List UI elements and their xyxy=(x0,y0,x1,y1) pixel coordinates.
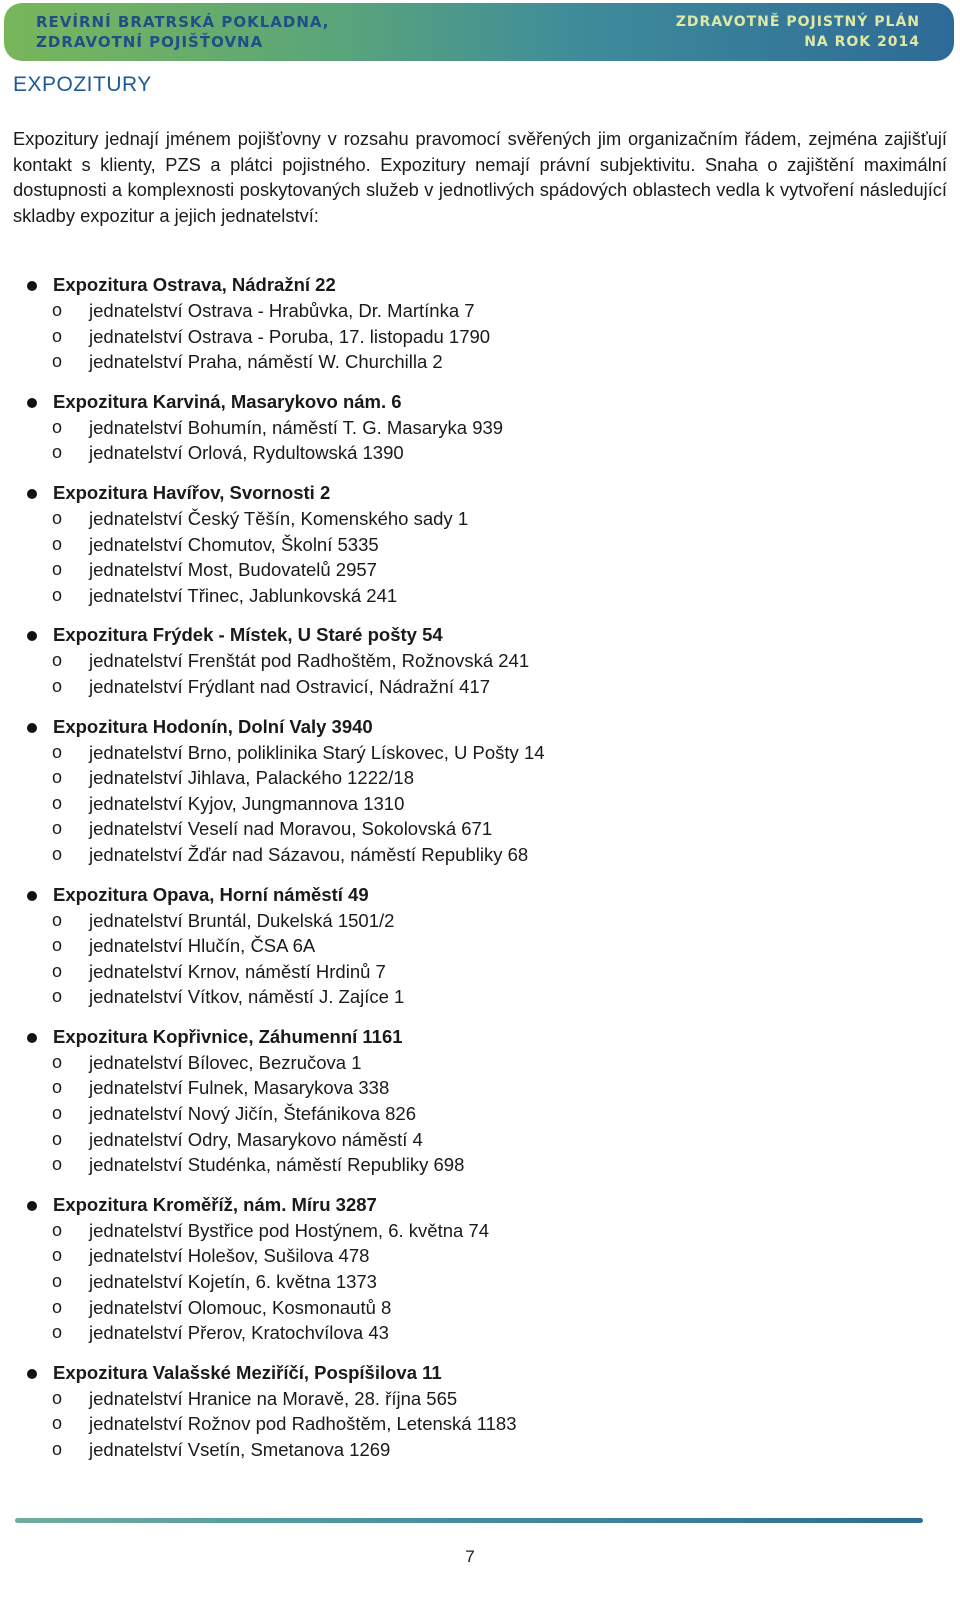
jednatelstvi-item xyxy=(0,1320,960,1346)
jednatelstvi-item xyxy=(0,1295,960,1321)
sub-bullet-icon: o xyxy=(52,351,63,372)
jednatelstvi-item xyxy=(0,1269,960,1295)
jednatelstvi-item xyxy=(0,740,960,766)
jednatelstvi-text: jednatelství Fulnek, Masarykova 338 xyxy=(89,1077,390,1099)
jednatelstvi-item xyxy=(0,298,960,324)
jednatelstvi-text: jednatelství Bystřice pod Hostýnem, 6. května 74 xyxy=(89,1219,490,1241)
jednatelstvi-text: jednatelství Praha, náměstí W. Churchilla 2 xyxy=(89,351,443,373)
sub-bullet-icon: o xyxy=(52,1219,63,1240)
sub-bullet-icon: o xyxy=(52,1103,63,1124)
sub-bullet-icon: o xyxy=(52,909,63,930)
jednatelstvi-text: jednatelství Jihlava, Palackého 1222/18 xyxy=(89,767,414,789)
sub-bullet-icon: o xyxy=(52,1413,63,1434)
jednatelstvi-text: jednatelství Hlučín, ČSA 6A xyxy=(89,935,316,957)
expozitura-group xyxy=(0,480,960,608)
jednatelstvi-item xyxy=(0,908,960,934)
jednatelstvi-text: jednatelství Orlová, Rydultowská 1390 xyxy=(89,442,404,464)
sub-bullet-icon: o xyxy=(52,1322,63,1343)
bullet-icon xyxy=(27,281,37,291)
header-document-title xyxy=(676,12,920,52)
jednatelstvi-text: jednatelství Most, Budovatelů 2957 xyxy=(89,559,377,581)
jednatelstvi-item xyxy=(0,440,960,466)
jednatelstvi-item xyxy=(0,1101,960,1127)
jednatelstvi-item xyxy=(0,1386,960,1412)
sub-bullet-icon: o xyxy=(52,325,63,346)
jednatelstvi-item xyxy=(0,1437,960,1463)
sub-bullet-icon: o xyxy=(52,650,63,671)
expozitura-title: Expozitura Havířov, Svornosti 2 xyxy=(53,481,331,503)
sub-bullet-icon: o xyxy=(52,559,63,580)
expozitura-title: Expozitura Opava, Horní náměstí 49 xyxy=(53,883,369,905)
jednatelstvi-item xyxy=(0,674,960,700)
sub-bullet-icon: o xyxy=(52,792,63,813)
sub-bullet-icon: o xyxy=(52,300,63,320)
sub-bullet-icon: o xyxy=(52,843,63,864)
expozitura-heading xyxy=(0,1360,960,1386)
jednatelstvi-item xyxy=(0,1152,960,1178)
bullet-icon xyxy=(27,631,37,641)
expozitura-group xyxy=(0,882,960,1010)
jednatelstvi-item xyxy=(0,415,960,441)
sub-bullet-icon: o xyxy=(52,1128,63,1149)
jednatelstvi-text: jednatelství Hranice na Moravě, 28. října 565 xyxy=(89,1387,458,1409)
expozitura-heading xyxy=(0,272,960,298)
expozitura-group xyxy=(0,1192,960,1346)
jednatelstvi-text: jednatelství Studénka, náměstí Republiky 698 xyxy=(89,1154,465,1176)
bullet-icon xyxy=(27,891,37,901)
jednatelstvi-item xyxy=(0,532,960,558)
jednatelstvi-item xyxy=(0,984,960,1010)
sub-bullet-icon: o xyxy=(52,767,63,788)
header-doc-line2: NA ROK 2014 xyxy=(804,34,920,50)
header-org-line1: REVÍRNÍ BRATRSKÁ POKLADNA, xyxy=(36,13,330,31)
expozitura-title: Expozitura Hodonín, Dolní Valy 3940 xyxy=(53,715,373,737)
header-organization xyxy=(36,12,330,52)
sub-bullet-icon: o xyxy=(52,1296,63,1317)
jednatelstvi-text: jednatelství Kojetín, 6. května 1373 xyxy=(89,1271,377,1293)
jednatelstvi-item xyxy=(0,765,960,791)
jednatelstvi-text: jednatelství Kyjov, Jungmannova 1310 xyxy=(89,792,405,814)
jednatelstvi-text: jednatelství Ostrava - Poruba, 17. listopadu 1790 xyxy=(89,325,491,347)
jednatelstvi-item xyxy=(0,842,960,868)
sub-bullet-icon: o xyxy=(52,741,63,762)
jednatelstvi-text: jednatelství Rožnov pod Radhoštěm, Letenská 1183 xyxy=(89,1413,517,1435)
bullet-icon xyxy=(27,489,37,499)
jednatelstvi-text: jednatelství Chomutov, Školní 5335 xyxy=(89,533,379,555)
expozitura-title: Expozitura Kroměříž, nám. Míru 3287 xyxy=(53,1193,377,1215)
sub-bullet-icon: o xyxy=(52,1439,63,1459)
jednatelstvi-item xyxy=(0,349,960,375)
bullet-icon xyxy=(27,398,37,408)
jednatelstvi-text: jednatelství Frýdlant nad Ostravicí, Nádražní 417 xyxy=(89,675,491,697)
bullet-icon xyxy=(27,1369,37,1379)
sub-bullet-icon: o xyxy=(52,1051,63,1072)
header-doc-line1: ZDRAVOTNĚ POJISTNÝ PLÁN xyxy=(675,14,920,30)
jednatelstvi-item xyxy=(0,959,960,985)
expozitura-heading xyxy=(0,480,960,506)
bullet-icon xyxy=(27,1033,37,1043)
jednatelstvi-text: jednatelství Žďár nad Sázavou, náměstí Republiky 68 xyxy=(89,843,529,865)
expozitura-heading xyxy=(0,714,960,740)
expozitura-heading xyxy=(0,882,960,908)
expozitura-title: Expozitura Kopřivnice, Záhumenní 1161 xyxy=(53,1025,403,1047)
jednatelstvi-text: jednatelství Krnov, náměstí Hrdinů 7 xyxy=(89,960,386,982)
jednatelstvi-text: jednatelství Vsetín, Smetanova 1269 xyxy=(89,1439,391,1460)
sub-bullet-icon: o xyxy=(52,1154,63,1175)
jednatelstvi-item xyxy=(0,1218,960,1244)
sub-bullet-icon: o xyxy=(52,1387,63,1408)
expozitura-group xyxy=(0,1024,960,1178)
section-title: EXPOZITURY xyxy=(13,73,152,96)
jednatelstvi-text: jednatelství Frenštát pod Radhoštěm, Rožnovská 241 xyxy=(89,650,530,672)
sub-bullet-icon: o xyxy=(52,533,63,554)
sub-bullet-icon: o xyxy=(52,675,63,696)
footer-rule xyxy=(15,1518,923,1523)
jednatelstvi-item xyxy=(0,583,960,609)
jednatelstvi-item xyxy=(0,1075,960,1101)
jednatelstvi-text: jednatelství Třinec, Jablunkovská 241 xyxy=(89,584,398,606)
sub-bullet-icon: o xyxy=(52,935,63,956)
jednatelstvi-text: jednatelství Nový Jičín, Štefánikova 826 xyxy=(89,1103,417,1125)
expozitura-heading xyxy=(0,389,960,415)
sub-bullet-icon: o xyxy=(52,960,63,981)
jednatelstvi-text: jednatelství Veselí nad Moravou, Sokolovská 671 xyxy=(89,818,493,840)
jednatelstvi-text: jednatelství Odry, Masarykovo náměstí 4 xyxy=(89,1128,423,1150)
expozitura-group xyxy=(0,714,960,868)
jednatelstvi-item xyxy=(0,506,960,532)
jednatelstvi-text: jednatelství Brno, poliklinika Starý Lískovec, U Pošty 14 xyxy=(89,741,545,763)
jednatelstvi-item xyxy=(0,557,960,583)
jednatelstvi-item xyxy=(0,324,960,350)
jednatelstvi-text: jednatelství Bohumín, náměstí T. G. Masaryka 939 xyxy=(89,416,504,438)
expozitura-group xyxy=(0,1360,960,1463)
sub-bullet-icon: o xyxy=(52,1245,63,1266)
jednatelstvi-text: jednatelství Přerov, Kratochvílova 43 xyxy=(89,1322,389,1344)
bullet-icon xyxy=(27,723,37,733)
jednatelstvi-item xyxy=(0,1050,960,1076)
expozitura-list xyxy=(0,272,960,1477)
jednatelstvi-text: jednatelství Holešov, Sušilova 478 xyxy=(89,1245,370,1267)
page-number: 7 xyxy=(465,1547,475,1566)
sub-bullet-icon: o xyxy=(52,818,63,839)
expozitura-title: Expozitura Karviná, Masarykovo nám. 6 xyxy=(53,390,402,412)
header-org-line2: ZDRAVOTNÍ POJIŠŤOVNA xyxy=(36,33,264,51)
sub-bullet-icon: o xyxy=(52,1271,63,1292)
sub-bullet-icon: o xyxy=(52,507,63,528)
expozitura-title: Expozitura Ostrava, Nádražní 22 xyxy=(53,274,336,295)
expozitura-heading xyxy=(0,1024,960,1050)
expozitura-title: Expozitura Valašské Meziříčí, Pospíšilova 11 xyxy=(53,1361,442,1383)
sub-bullet-icon: o xyxy=(52,986,63,1007)
intro-paragraph: Expozitury jednají jménem pojišťovny v rozsahu pravomocí svěřených jim organizačním řádem, zejména zajišťují kontakt s klienty, PZS a plátci pojistného. Expozitury nemají právní subjektivitu. Snaha o zajištění maximální dostupnosti a komplexnosti poskytovaných služeb v jednotlivých spádových oblastech vedla k vytvoření následující skladby expozitur a jejich jednatelství: xyxy=(13,128,947,226)
jednatelstvi-item xyxy=(0,816,960,842)
expozitura-group xyxy=(0,272,960,375)
jednatelstvi-item xyxy=(0,933,960,959)
jednatelstvi-item xyxy=(0,1411,960,1437)
jednatelstvi-text: jednatelství Bruntál, Dukelská 1501/2 xyxy=(89,909,395,931)
expozitura-group xyxy=(0,622,960,699)
sub-bullet-icon: o xyxy=(52,416,63,437)
sub-bullet-icon: o xyxy=(52,1077,63,1098)
header-banner xyxy=(4,3,954,61)
jednatelstvi-item xyxy=(0,648,960,674)
jednatelstvi-text: jednatelství Ostrava - Hrabůvka, Dr. Martínka 7 xyxy=(89,300,475,321)
jednatelstvi-text: jednatelství Vítkov, náměstí J. Zajíce 1 xyxy=(89,986,405,1008)
expozitura-heading xyxy=(0,622,960,648)
expozitura-group xyxy=(0,389,960,466)
jednatelstvi-item xyxy=(0,791,960,817)
jednatelstvi-text: jednatelství Český Těšín, Komenského sady 1 xyxy=(89,507,469,529)
jednatelstvi-item xyxy=(0,1127,960,1153)
sub-bullet-icon: o xyxy=(52,442,63,463)
expozitura-title: Expozitura Frýdek - Místek, U Staré pošty 54 xyxy=(53,624,443,646)
jednatelstvi-text: jednatelství Olomouc, Kosmonautů 8 xyxy=(89,1296,392,1318)
expozitura-heading xyxy=(0,1192,960,1218)
bullet-icon xyxy=(27,1201,37,1211)
jednatelstvi-text: jednatelství Bílovec, Bezručova 1 xyxy=(89,1051,362,1073)
jednatelstvi-item xyxy=(0,1243,960,1269)
sub-bullet-icon: o xyxy=(52,584,63,605)
